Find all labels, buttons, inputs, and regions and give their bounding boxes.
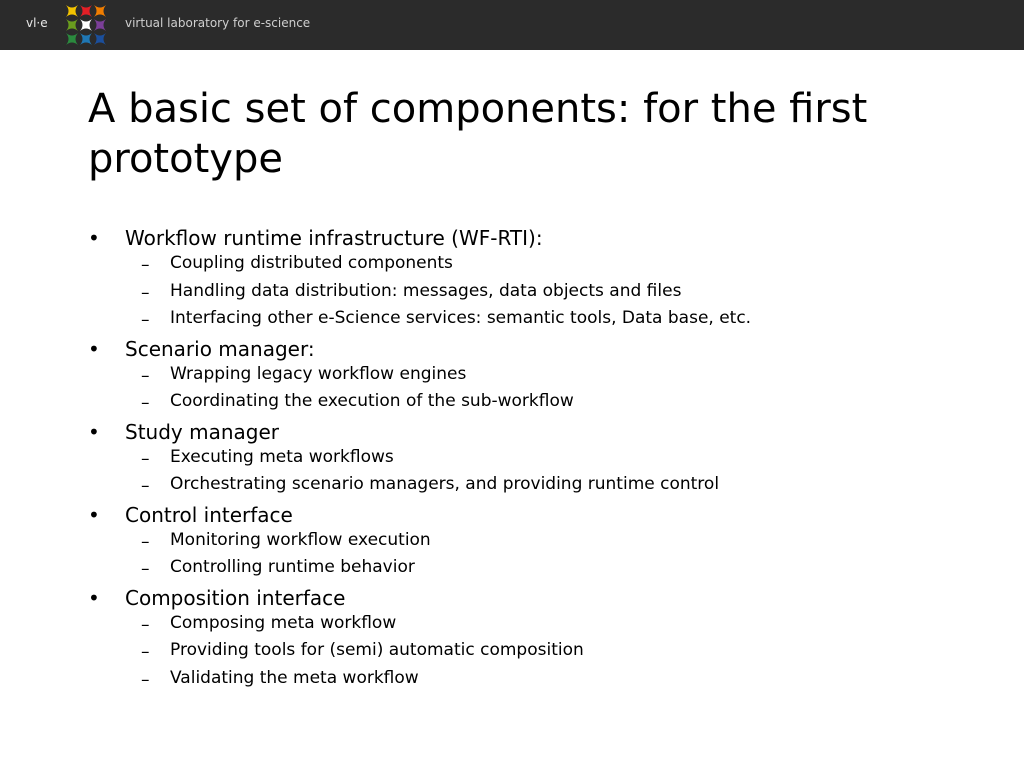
sub-bullet-text: Controlling runtime behavior <box>170 557 415 577</box>
sub-bullet-dash: – <box>141 310 150 330</box>
sub-bullet-text: Coupling distributed components <box>170 253 453 273</box>
sub-bullet-text: Monitoring workflow execution <box>170 529 431 550</box>
sub-bullet-dash: – <box>141 531 150 552</box>
logo-cell <box>80 5 92 17</box>
bullet-row <box>0 223 1024 251</box>
logo-cell <box>66 19 78 31</box>
sub-bullet-item <box>0 389 1024 417</box>
sub-bullet-dash: – <box>141 614 150 635</box>
bullet-text: Workflow runtime infrastructure (WF-RTI): <box>125 226 543 250</box>
bullet-dot: • <box>88 419 100 444</box>
sub-bullet-item <box>0 306 1024 334</box>
sub-bullet-dash: – <box>141 448 150 469</box>
bullet-row <box>0 583 1024 611</box>
sub-bullet-item <box>0 362 1024 390</box>
sub-bullet-text: Composing meta workflow <box>170 612 397 633</box>
sub-bullet-text: Validating the meta workflow <box>170 667 419 688</box>
bullet-row <box>0 500 1024 528</box>
logo-cell <box>66 33 78 45</box>
sub-bullet-item <box>0 611 1024 639</box>
sub-bullet-item <box>0 279 1024 307</box>
bullet-item <box>0 583 1024 694</box>
bullet-item <box>0 417 1024 500</box>
logo-cell <box>94 5 106 17</box>
bullet-text: Scenario manager: <box>125 336 315 361</box>
sub-bullet-item <box>0 528 1024 556</box>
sub-bullet-dash: – <box>141 642 150 662</box>
logo-cell <box>94 33 106 45</box>
logo-cell <box>80 33 92 45</box>
brand-long-label: virtual laboratory for e-science <box>125 16 311 30</box>
bullet-item <box>0 500 1024 583</box>
sub-bullet-text: Orchestrating scenario managers, and providing runtime control <box>170 474 720 494</box>
logo-cell <box>94 19 106 31</box>
bullet-dot: • <box>88 226 100 250</box>
bullet-dot: • <box>88 502 100 527</box>
sub-bullet-text: Providing tools for (semi) automatic composition <box>170 640 584 660</box>
sub-bullet-text: Wrapping legacy workflow engines <box>170 363 467 384</box>
sub-bullet-item <box>0 251 1024 279</box>
sub-bullet-dash: – <box>141 393 150 413</box>
bullet-text: Study manager <box>125 419 279 444</box>
logo-cell <box>66 5 78 17</box>
vle-logo-icon <box>64 4 108 46</box>
bullet-item <box>0 334 1024 417</box>
sub-bullet-dash: – <box>141 669 150 690</box>
sub-bullet-item <box>0 638 1024 666</box>
sub-bullet-item <box>0 472 1024 500</box>
sub-bullet-dash: – <box>141 365 150 386</box>
sub-bullet-dash: – <box>141 559 150 579</box>
logo-cell <box>80 19 92 31</box>
header-bar <box>0 0 1024 50</box>
bullet-row <box>0 334 1024 362</box>
slide-title: A basic set of components: for the first prototype <box>88 86 868 182</box>
sub-bullet-text: Coordinating the execution of the sub-workflow <box>170 391 574 411</box>
sub-bullet-dash: – <box>141 255 150 275</box>
sub-bullet-dash: – <box>141 476 150 496</box>
bullet-list <box>0 223 1024 693</box>
bullet-row <box>0 417 1024 445</box>
bullet-text: Composition interface <box>125 585 346 610</box>
brand-short-label: vl·e <box>26 16 48 30</box>
sub-bullet-item <box>0 445 1024 473</box>
sub-bullet-item <box>0 555 1024 583</box>
sub-bullet-dash: – <box>141 282 150 303</box>
bullet-dot: • <box>88 336 100 361</box>
sub-bullet-text: Executing meta workflows <box>170 446 394 467</box>
bullet-dot: • <box>88 585 100 610</box>
sub-bullet-text: Interfacing other e-Science services: semantic tools, Data base, etc. <box>170 308 752 328</box>
sub-bullet-text: Handling data distribution: messages, data objects and files <box>170 280 682 301</box>
bullet-item <box>0 223 1024 334</box>
sub-bullet-item <box>0 666 1024 694</box>
bullet-text: Control interface <box>125 502 293 527</box>
